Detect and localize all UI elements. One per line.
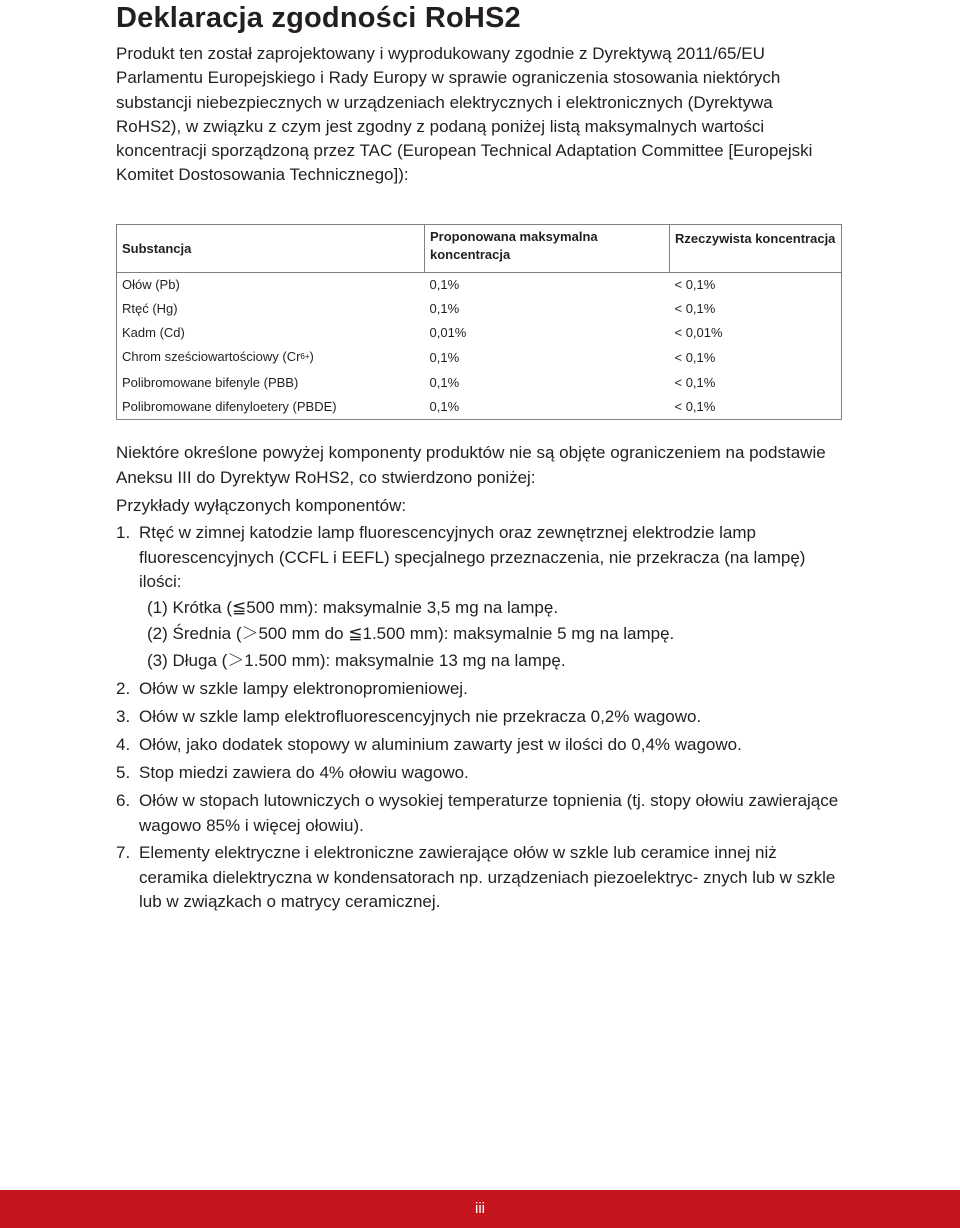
actual-cell: < 0,01%: [670, 321, 842, 345]
substance-cell: Kadm (Cd): [117, 321, 425, 345]
header-substance: Substancja: [117, 225, 425, 273]
item-text: Stop miedzi zawiera do 4% ołowiu wagowo.: [139, 763, 469, 782]
list-item: [116, 705, 846, 730]
table-row: [117, 297, 842, 321]
substance-name: Chrom sześciowartościowy (Cr: [122, 349, 301, 364]
page-title: Deklaracja zgodności RoHS2: [116, 2, 521, 34]
ion-charge: 6+: [300, 352, 310, 361]
actual-cell: < 0,1%: [670, 297, 842, 321]
item-number: 1.: [116, 523, 131, 542]
substance-cell: Polibromowane difenyloetery (PBDE): [117, 395, 425, 420]
intro-paragraph: Produkt ten został zaprojektowany i wyprodukowany zgodnie z Dyrektywą 2011/65/EU Parlamentu Europejskiego i Rady Europy w sprawie ograniczenia stosowania niektórych substancji niebezpiecznych w urządzeniach elektrycznych i elektronicznych (Dyrektywa RoHS2), w związku z czym jest zgodny z podaną poniżej listą maksymalnych wartości koncentracji sporządzoną przez TAC (European Technical Adaptation Committee [Europejski Komitet Dostosowania Technicznego]):: [116, 44, 813, 185]
item-number: 4.: [116, 735, 131, 754]
item-number: 3.: [116, 707, 131, 726]
footer-band: [0, 1190, 960, 1228]
sub-list-item: (1) Krótka (≦500 mm): maksymalnie 3,5 mg na lampę.: [147, 598, 559, 617]
item-number: 2.: [116, 679, 131, 698]
actual-cell: < 0,1%: [670, 345, 842, 371]
table-row: [117, 273, 842, 298]
sub-list-item: (3) Długa (＞1.500 mm): maksymalnie 13 mg na lampę.: [147, 651, 566, 670]
page-number: iii: [475, 1200, 485, 1217]
list-item: [116, 761, 846, 786]
item-number: 7.: [116, 843, 131, 862]
table-row: [117, 395, 842, 420]
item-text: Elementy elektryczne i elektroniczne zawierające ołów w szkle lub ceramice innej niż ceramika dielektryczna w kondensatorach np. urządzeniach piezoelektryc- znych lub w szkle lub w związkach o matrycy ceramicznej.: [139, 843, 836, 911]
header-actual-concentration: Rzeczywista koncentracja: [670, 225, 842, 273]
item-number: 5.: [116, 763, 131, 782]
list-item: [116, 841, 846, 915]
sub-list-item: (2) Średnia (＞500 mm do ≦1.500 mm): maksymalnie 5 mg na lampę.: [147, 624, 675, 643]
actual-cell: < 0,1%: [670, 395, 842, 420]
table-row: [117, 321, 842, 345]
substance-cell: Ołów (Pb): [117, 273, 425, 298]
list-item: [116, 521, 846, 595]
actual-cell: < 0,1%: [670, 273, 842, 298]
proposed-cell: 0,1%: [429, 375, 460, 390]
actual-cell: < 0,1%: [670, 371, 842, 395]
proposed-cell: 0,1%: [429, 350, 460, 365]
examples-heading: Przykłady wyłączonych komponentów:: [116, 496, 407, 515]
item-text: Ołów w szkle lampy elektronopromieniowej.: [139, 679, 468, 698]
item-text: Rtęć w zimnej katodzie lamp fluorescencyjnych oraz zewnętrznej elektrodzie lamp fluorescencyjnych (CCFL i EEFL) specjalnego przeznaczenia, nie przekracza (na lampę) ilości:: [139, 523, 806, 591]
list-item: [116, 789, 846, 838]
list-item: [116, 733, 846, 758]
list-item: [116, 677, 846, 702]
proposed-cell: 0,1%: [429, 301, 460, 316]
item-number: 6.: [116, 791, 131, 810]
item-text: Ołów, jako dodatek stopowy w aluminium zawarty jest w ilości do 0,4% wagowo.: [139, 735, 742, 754]
proposed-cell: 0,1%: [429, 277, 460, 292]
substance-cell: Rtęć (Hg): [117, 297, 425, 321]
header-proposed-max-concentration: Proponowana maksymalna koncentracja: [425, 225, 670, 273]
table-row: [117, 345, 842, 371]
substance-name-end: ): [309, 349, 314, 364]
table-header-row: [117, 225, 842, 273]
proposed-cell: 0,01%: [429, 325, 467, 340]
proposed-cell: 0,1%: [425, 395, 670, 420]
item-text: Ołów w szkle lamp elektrofluorescencyjnych nie przekracza 0,2% wagowo.: [139, 707, 702, 726]
substance-cell: Polibromowane bifenyle (PBB): [117, 371, 425, 395]
substance-cell: [117, 345, 425, 371]
rohs-concentration-table: [116, 224, 842, 420]
item-text: Ołów w stopach lutowniczych o wysokiej temperaturze topnienia (tj. stopy ołowiu zawierające wagowo 85% i więcej ołowiu).: [139, 791, 839, 835]
exemption-note: Niektóre określone powyżej komponenty produktów nie są objęte ograniczeniem na podstawie Aneksu III do Dyrektyw RoHS2, co stwierdzono poniżej:: [116, 443, 826, 487]
table-row: [117, 371, 842, 395]
